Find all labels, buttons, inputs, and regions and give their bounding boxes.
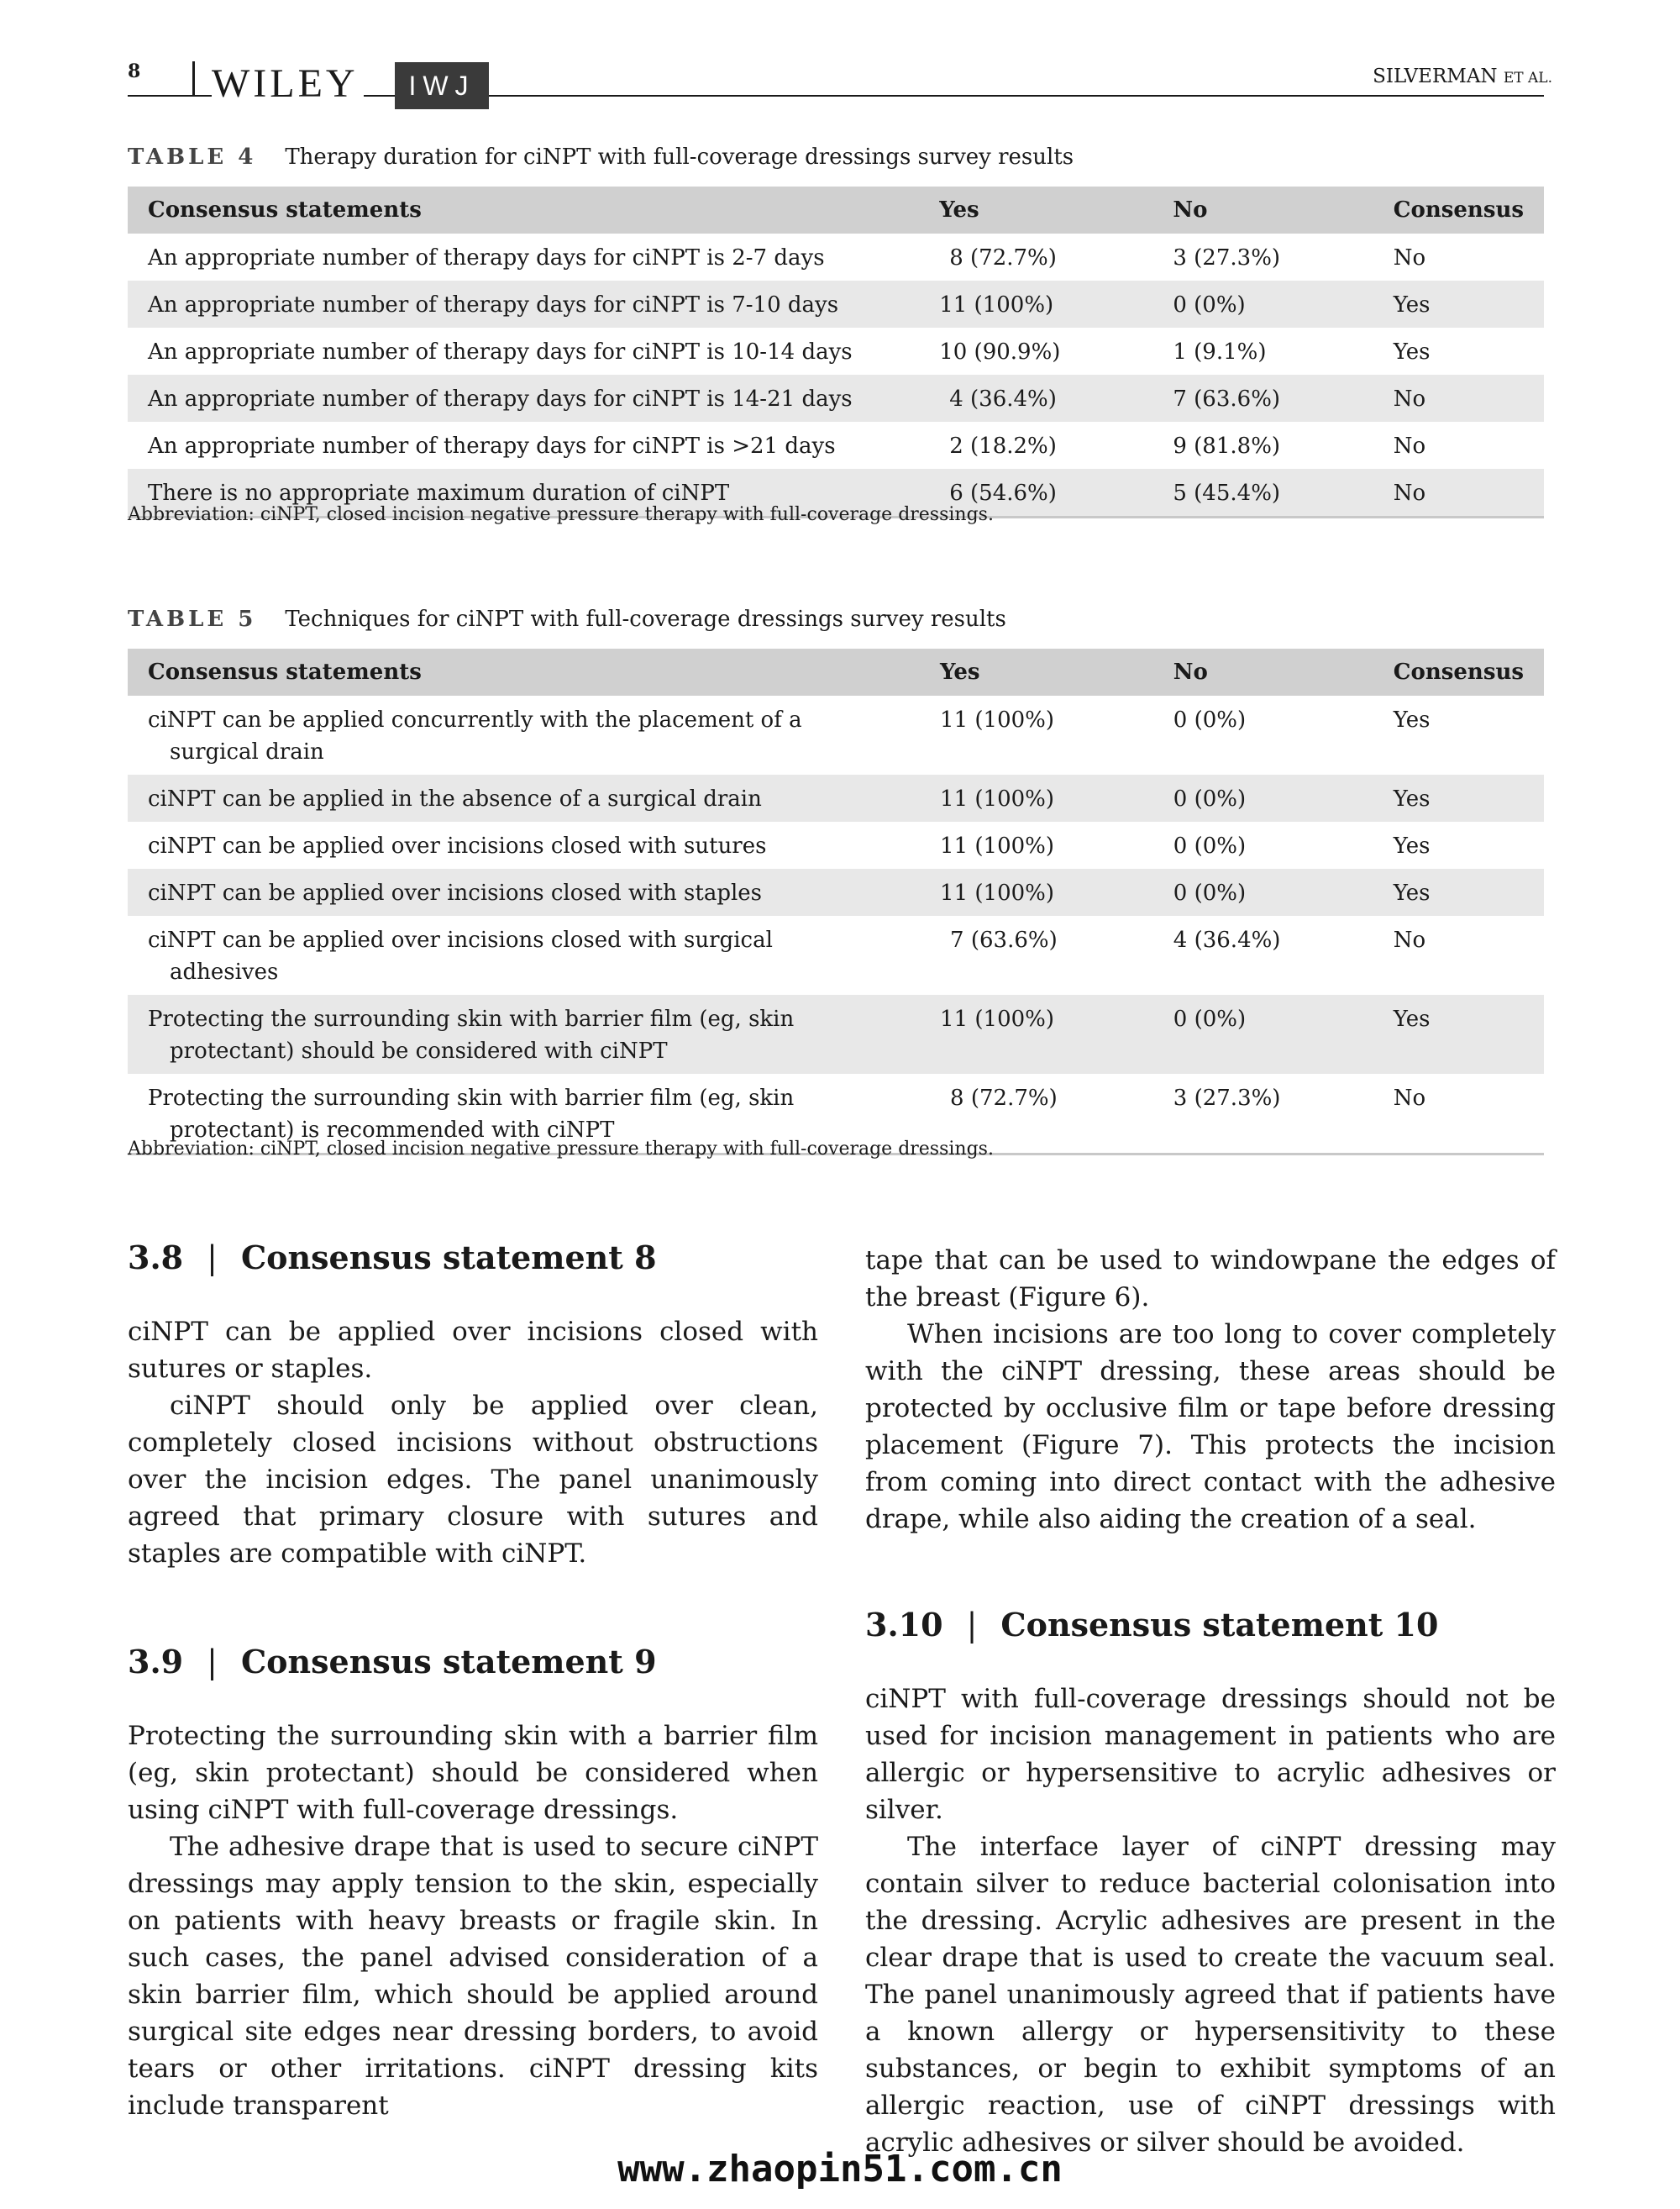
table-cell: 8 (72.7%) <box>920 1074 1153 1154</box>
table-cell: Yes <box>1373 775 1544 822</box>
table5-col-no: No <box>1153 649 1373 696</box>
table-cell: There is no appropriate maximum duration of ciNPT <box>128 469 919 518</box>
table-cell: 11 (100%) <box>920 775 1153 822</box>
table-row <box>128 995 1544 1074</box>
cell-line: surgical drain <box>170 739 324 765</box>
journal-logo: IWJ <box>395 62 489 109</box>
table-cell: An appropriate number of therapy days for ciNPT is 2-7 days <box>148 245 825 271</box>
paragraph: ciNPT with full-coverage dressings should not be used for incision management in patients who are allergic or hypersensitive to acrylic adhesives or silver. <box>865 1684 1556 1825</box>
table4-abbreviation: Abbreviation: ciNPT, closed incision negative pressure therapy with full-coverage dressings. <box>128 504 994 525</box>
section-3-10-heading: 3.10 | Consensus statement 10 <box>865 1606 1439 1644</box>
paragraph: tape that can be used to windowpane the edges of the breast (Figure 6). <box>865 1245 1556 1312</box>
cell-line: protectant) should be considered with ciNPT <box>170 1039 668 1064</box>
table-row <box>128 328 1544 375</box>
page-number: 8 <box>128 60 141 82</box>
section-number: 3.10 <box>865 1606 943 1644</box>
paragraph: The adhesive drape that is used to secure ciNPT dressings may apply tension to the skin, especially on patients with heavy breasts or fragile skin. In such cases, the panel advised consideration of a skin barrier film, which should be applied around surgical site edges near dressing borders, to avoid tears or other irritations. ciNPT dressing kits include transparent <box>128 1832 818 2121</box>
table-cell: An appropriate number of therapy days for ciNPT is 14-21 days <box>128 375 919 422</box>
section-3-9-heading: 3.9 | Consensus statement 9 <box>128 1643 657 1680</box>
table-cell: 0 (0%) <box>1173 707 1247 733</box>
table-cell: 7 (63.6%) <box>950 928 1058 953</box>
table-cell: 11 (100%) <box>919 281 1152 328</box>
table-cell: 6 (54.6%) <box>919 469 1152 518</box>
table-row <box>128 822 1544 869</box>
table-cell: Yes <box>1373 281 1544 328</box>
table4-label: TABLE 4 <box>128 145 257 170</box>
header-divider <box>192 61 195 97</box>
table4-col-consensus: Consensus <box>1373 187 1544 234</box>
table-cell: ciNPT can be applied in the absence of a surgical drain <box>128 775 920 822</box>
table-cell: An appropriate number of therapy days for ciNPT is 7-10 days <box>128 281 919 328</box>
section-title: Consensus statement 8 <box>240 1239 657 1276</box>
table4-header-row <box>128 187 1544 234</box>
paragraph: The interface layer of ciNPT dressing may contain silver to reduce bacterial colonisation into the dressing. Acrylic adhesives are present in the clear drape that is used to create the vacuum seal. The panel unanimously agreed that if patients have a known allergy or hypersensitivity to these substances, or begin to exhibit symptoms of an allergic reaction, use of ciNPT dressings with acrylic adhesives or silver should be avoided. <box>865 1832 1556 2158</box>
table-cell: 2 (18.2%) <box>949 434 1057 459</box>
table-cell: An appropriate number of therapy days for ciNPT is >21 days <box>148 434 836 459</box>
table-cell: No <box>1373 375 1544 422</box>
cell-line: Protecting the surrounding skin with barrier film (eg, skin <box>148 1086 795 1111</box>
table-cell: No <box>1393 928 1426 953</box>
table-cell: 9 (81.8%) <box>1173 434 1281 459</box>
table-row <box>128 916 1544 995</box>
table-cell: 0 (0%) <box>1173 834 1247 859</box>
table-cell: No <box>1373 469 1544 518</box>
table-cell <box>128 995 920 1074</box>
table-cell: Yes <box>1393 707 1431 733</box>
table-cell: No <box>1393 434 1426 459</box>
section-3-9-body <box>128 1717 818 2124</box>
table-row <box>128 775 1544 822</box>
paragraph: ciNPT should only be applied over clean, completely closed incisions without obstructions over the incision edges. The panel unanimously agreed that primary closure with sutures and staples are compatible with ciNPT. <box>128 1391 818 1569</box>
table-cell: 3 (27.3%) <box>1153 1074 1373 1154</box>
table-cell: 3 (27.3%) <box>1173 245 1281 271</box>
table5 <box>128 649 1544 1155</box>
table-cell: 0 (0%) <box>1153 869 1373 916</box>
table-row <box>128 375 1544 422</box>
table-row <box>128 234 1544 281</box>
table-cell: Yes <box>1393 339 1431 365</box>
cell-line: Protecting the surrounding skin with barrier film (eg, skin <box>148 1007 795 1032</box>
table4-col-statements: Consensus statements <box>128 187 919 234</box>
table-cell <box>128 916 920 995</box>
table-cell: ciNPT can be applied over incisions closed with staples <box>128 869 920 916</box>
paragraph: ciNPT can be applied over incisions closed with sutures or staples. <box>128 1317 818 1384</box>
running-head-author: SILVERMAN <box>1373 66 1498 87</box>
table-cell: 11 (100%) <box>920 869 1153 916</box>
table-cell: 0 (0%) <box>1153 995 1373 1074</box>
watermark: www.zhaopin51.com.cn <box>617 2148 1063 2191</box>
table5-col-statements: Consensus statements <box>128 649 920 696</box>
table5-title: Techniques for ciNPT with full-coverage dressings survey results <box>285 607 1006 632</box>
paragraph: When incisions are too long to cover completely with the ciNPT dressing, these areas should be protected by occlusive film or tape before dressing placement (Figure 7). This protects the incision from coming into direct contact with the adhesive drape, while also aiding the creation of a seal. <box>865 1319 1556 1534</box>
table-cell: 0 (0%) <box>1153 775 1373 822</box>
table-cell: Yes <box>1393 834 1431 859</box>
section-number: 3.8 <box>128 1239 184 1276</box>
table-cell: An appropriate number of therapy days for ciNPT is 10-14 days <box>148 339 853 365</box>
table5-col-consensus: Consensus <box>1373 649 1544 696</box>
table-cell: 0 (0%) <box>1152 281 1373 328</box>
table-row <box>128 281 1544 328</box>
table-row <box>128 422 1544 469</box>
table-cell: 11 (100%) <box>940 707 1054 733</box>
table4-col-no: No <box>1152 187 1373 234</box>
cell-line: adhesives <box>170 960 279 985</box>
cell-line: ciNPT can be applied over incisions closed with surgical <box>148 928 773 953</box>
running-head-etal: ET AL. <box>1503 70 1552 87</box>
table-row <box>128 696 1544 775</box>
table-cell: Yes <box>1373 869 1544 916</box>
table4-col-yes: Yes <box>919 187 1152 234</box>
table4-caption <box>128 145 1074 170</box>
section-title: Consensus statement 10 <box>1000 1606 1439 1644</box>
table4 <box>128 187 1544 518</box>
section-title: Consensus statement 9 <box>240 1643 657 1680</box>
table5-header-row <box>128 649 1544 696</box>
cell-line: ciNPT can be applied concurrently with the placement of a <box>148 707 802 733</box>
section-3-8-heading: 3.8 | Consensus statement 8 <box>128 1239 657 1276</box>
cell-line: protectant) is recommended with ciNPT <box>170 1118 615 1143</box>
table5-label: TABLE 5 <box>128 607 257 632</box>
table-cell: 7 (63.6%) <box>1152 375 1373 422</box>
section-3-8-body <box>128 1313 818 1572</box>
table4-title: Therapy duration for ciNPT with full-coverage dressings survey results <box>285 145 1074 170</box>
table-cell: 8 (72.7%) <box>949 245 1057 271</box>
table5-caption <box>128 607 1006 632</box>
table-cell: 10 (90.9%) <box>939 339 1061 365</box>
section-3-10-body <box>865 1680 1556 2161</box>
table-cell: 11 (100%) <box>920 995 1153 1074</box>
table-cell: 4 (36.4%) <box>1173 928 1281 953</box>
table-cell: No <box>1393 245 1426 271</box>
table-cell: Yes <box>1373 995 1544 1074</box>
publisher-logo: WILEY <box>212 64 364 104</box>
table-cell: ciNPT can be applied over incisions closed with sutures <box>148 834 767 859</box>
table-cell: 4 (36.4%) <box>919 375 1152 422</box>
table-cell <box>128 696 920 775</box>
table5-col-yes: Yes <box>920 649 1153 696</box>
table-cell: No <box>1373 1074 1544 1154</box>
running-head <box>1373 66 1552 87</box>
paragraph: Protecting the surrounding skin with a barrier film (eg, skin protectant) should be considered when using ciNPT with full-coverage dressings. <box>128 1721 818 1825</box>
table5-abbreviation: Abbreviation: ciNPT, closed incision negative pressure therapy with full-coverage dressings. <box>128 1139 994 1160</box>
table-cell: 1 (9.1%) <box>1173 339 1267 365</box>
table-cell: 5 (45.4%) <box>1152 469 1373 518</box>
table-row <box>128 869 1544 916</box>
table-cell: 11 (100%) <box>940 834 1054 859</box>
section-number: 3.9 <box>128 1643 184 1680</box>
right-column-continuation <box>865 1242 1556 1538</box>
